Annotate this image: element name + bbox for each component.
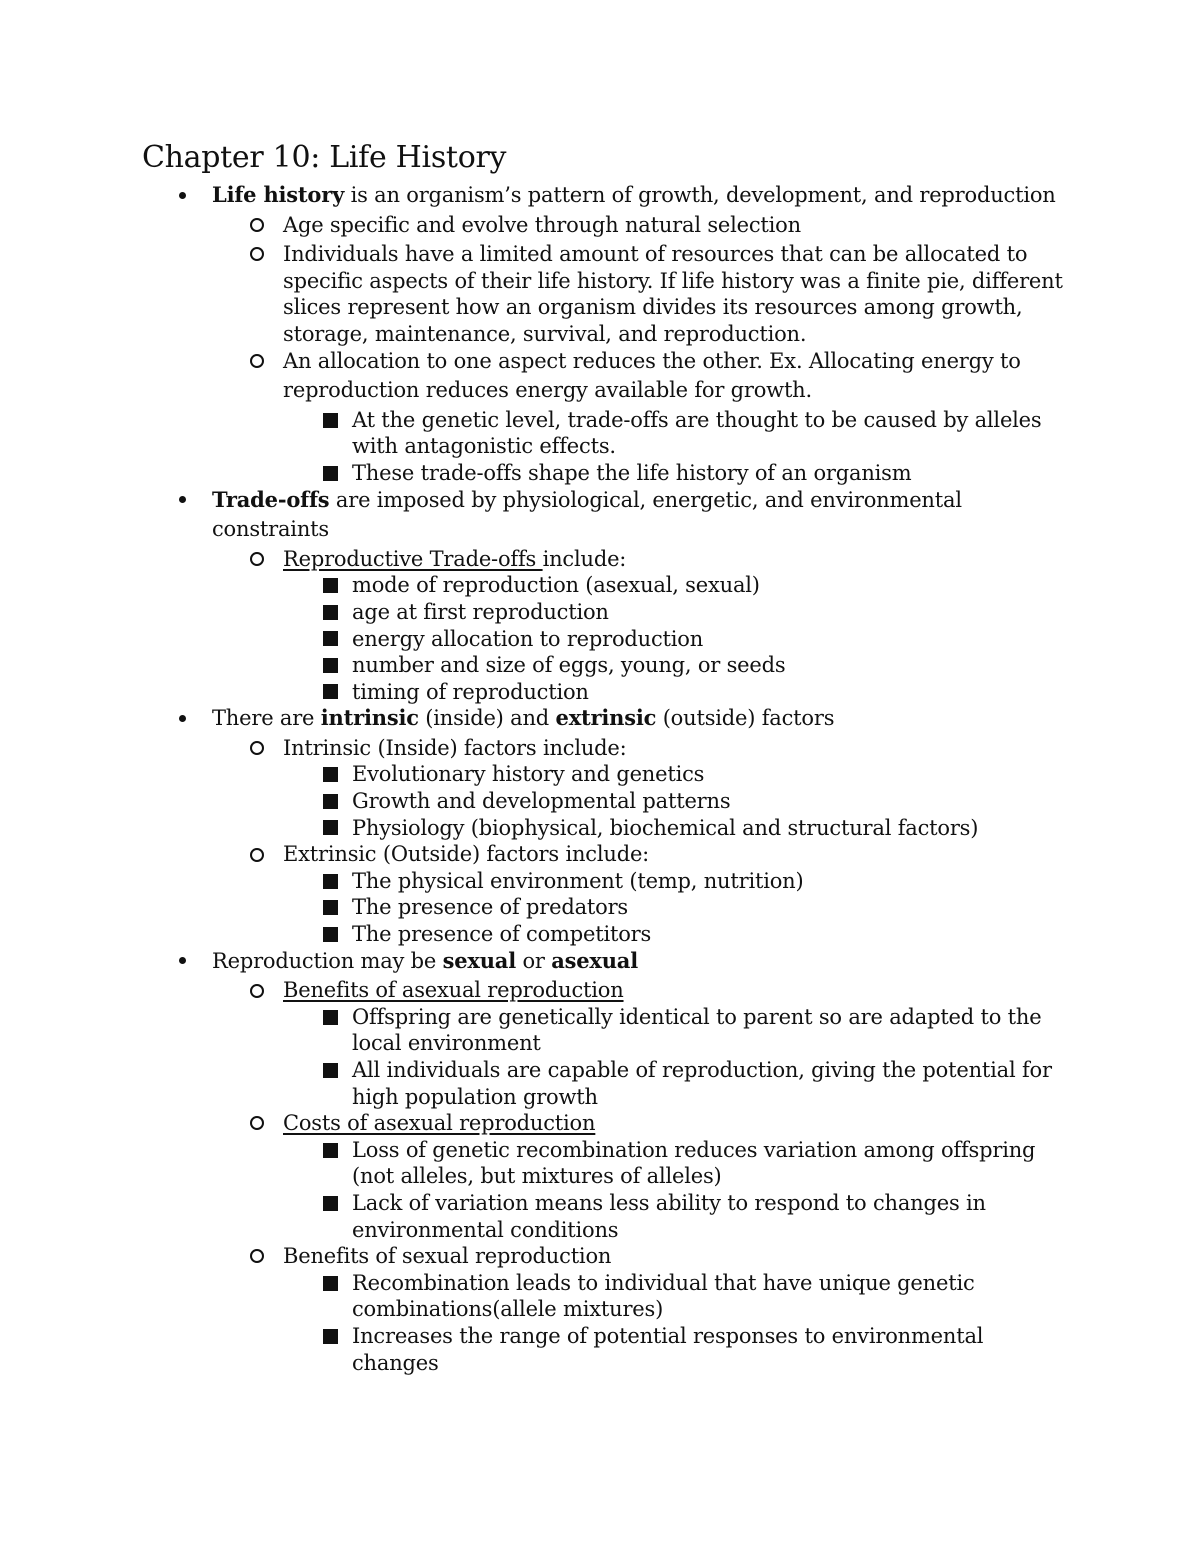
subsub-text: Increases the range of potential responses to environmental bbox=[352, 1323, 984, 1348]
bullet-circle-icon bbox=[245, 977, 269, 1004]
sub-text: Individuals have a limited amount of resources that can be allocated to bbox=[283, 242, 1028, 267]
bullet-circle-icon bbox=[245, 1243, 269, 1270]
bullet-square-icon bbox=[318, 1004, 342, 1031]
sub-extrinsic-factors bbox=[0, 841, 1200, 868]
subsub-age-first bbox=[0, 599, 1200, 626]
sub-text: Benefits of sexual reproduction bbox=[283, 1244, 612, 1269]
bullet-square-icon bbox=[318, 788, 342, 815]
bullet-reproduction bbox=[0, 948, 1200, 975]
notes-outline bbox=[0, 182, 1200, 1376]
term-life-history: Life history bbox=[212, 182, 345, 207]
bullet-factors bbox=[0, 705, 1200, 732]
sub-benefits-asexual bbox=[0, 977, 1200, 1004]
subsub-text: All individuals are capable of reproduction, giving the potential for bbox=[352, 1058, 1052, 1082]
sub-text bbox=[283, 1110, 1200, 1137]
bullet-dot-icon bbox=[170, 948, 194, 975]
subsub-text: The presence of predators bbox=[352, 895, 628, 920]
underlined-heading: Reproductive Trade-offs bbox=[283, 546, 543, 571]
bullet-square-icon bbox=[318, 679, 342, 706]
bullet-circle-icon bbox=[245, 241, 269, 268]
sub-allocation bbox=[0, 348, 1200, 404]
subsub-text: number and size of eggs, young, or seeds bbox=[352, 653, 786, 678]
term-extrinsic: extrinsic bbox=[555, 705, 657, 731]
subsub-text: (not alleles, but mixtures of alleles) bbox=[352, 1164, 722, 1189]
bullet-square-icon bbox=[318, 460, 342, 487]
term-trade-offs: Trade-offs bbox=[212, 486, 330, 512]
subsub-text: age at first reproduction bbox=[352, 599, 609, 624]
subsub-text: timing of reproduction bbox=[352, 679, 589, 704]
sub-text: reproduction reduces energy available for growth. bbox=[283, 378, 812, 403]
sub-costs-asexual bbox=[0, 1110, 1200, 1137]
subsub-text: Evolutionary history and genetics bbox=[352, 762, 705, 787]
subsub-timing bbox=[0, 679, 1200, 706]
subsub-recombination bbox=[0, 1270, 1200, 1323]
sub-text bbox=[283, 977, 1200, 1004]
subsub-shape bbox=[0, 460, 1200, 487]
subsub-text: Loss of genetic recombination reduces variation among offspring bbox=[352, 1137, 1036, 1162]
bullet-square-icon bbox=[318, 652, 342, 679]
subsub-text: mode of reproduction (asexual, sexual) bbox=[352, 573, 760, 598]
bullet-square-icon bbox=[318, 599, 342, 626]
term-sexual: sexual bbox=[442, 947, 516, 973]
subsub-text: combinations(allele mixtures) bbox=[352, 1297, 664, 1322]
bullet-text: There are intrinsic (inside) and extrinsic (outside) factors bbox=[212, 705, 835, 731]
sub-age-specific bbox=[0, 212, 1200, 239]
bullet-square-icon bbox=[318, 761, 342, 788]
bullet-dot-icon bbox=[170, 705, 194, 732]
subsub-text: At the genetic level, trade-offs are thought to be caused by alleles bbox=[352, 407, 1042, 432]
sub-reproductive-trade-offs bbox=[0, 546, 1200, 573]
bullet-square-icon bbox=[318, 1270, 342, 1297]
subsub-lack-variation bbox=[0, 1190, 1200, 1243]
bullet-square-icon bbox=[318, 1190, 342, 1217]
term-intrinsic: intrinsic bbox=[320, 705, 419, 731]
subsub-text: changes bbox=[352, 1350, 439, 1375]
subsub-predators bbox=[0, 894, 1200, 921]
subsub-genetic bbox=[0, 407, 1200, 460]
bullet-square-icon bbox=[318, 407, 342, 434]
sub-text: Intrinsic (Inside) factors include: bbox=[283, 735, 627, 760]
term-asexual: asexual bbox=[551, 947, 638, 973]
bullet-circle-icon bbox=[245, 841, 269, 868]
subsub-text: The presence of competitors bbox=[352, 922, 652, 947]
subsub-number-size bbox=[0, 652, 1200, 679]
subsub-text: Recombination leads to individual that have unique genetic bbox=[352, 1270, 975, 1295]
sub-text: slices represent how an organism divides its resources among growth, bbox=[283, 295, 1023, 320]
bullet-square-icon bbox=[318, 1057, 342, 1084]
page-title: Chapter 10: Life History bbox=[142, 140, 507, 175]
sub-text: An allocation to one aspect reduces the other. Ex. Allocating energy to bbox=[283, 348, 1021, 373]
subsub-energy-allocation bbox=[0, 626, 1200, 653]
bullet-dot-icon bbox=[170, 487, 194, 514]
subsub-physiology bbox=[0, 815, 1200, 842]
subsub-text: Physiology (biophysical, biochemical and structural factors) bbox=[352, 815, 979, 840]
bullet-circle-icon bbox=[245, 212, 269, 239]
subsub-text: These trade-offs shape the life history of an organism bbox=[352, 460, 912, 485]
bullet-square-icon bbox=[318, 626, 342, 653]
bullet-square-icon bbox=[318, 868, 342, 895]
subsub-text: energy allocation to reproduction bbox=[352, 626, 704, 651]
sub-text: specific aspects of their life history. If life history was a finite pie, different bbox=[283, 268, 1063, 293]
bullet-text: Reproduction may be sexual or asexual bbox=[212, 947, 638, 973]
bullet-life-history bbox=[0, 182, 1200, 209]
subsub-text: high population growth bbox=[352, 1084, 598, 1109]
bullet-dot-icon bbox=[170, 182, 194, 209]
bullet-circle-icon bbox=[245, 735, 269, 762]
subsub-text: Growth and developmental patterns bbox=[352, 789, 731, 814]
bullet-circle-icon bbox=[245, 546, 269, 573]
sub-text: Age specific and evolve through natural selection bbox=[283, 212, 801, 237]
bullet-square-icon bbox=[318, 815, 342, 842]
subsub-offspring bbox=[0, 1004, 1200, 1057]
bullet-circle-icon bbox=[245, 348, 269, 375]
subsub-loss-recombination bbox=[0, 1137, 1200, 1190]
bullet-text: constraints bbox=[212, 517, 329, 542]
bullet-text: Life history is an organism’s pattern of growth, development, and reproduction bbox=[212, 182, 1056, 207]
sub-text: storage, maintenance, survival, and reproduction. bbox=[283, 321, 807, 346]
subsub-text: local environment bbox=[352, 1031, 541, 1056]
sub-intrinsic-factors bbox=[0, 735, 1200, 762]
subsub-increases-range bbox=[0, 1323, 1200, 1376]
underlined-heading: Costs of asexual reproduction bbox=[283, 1111, 596, 1136]
subsub-text: environmental conditions bbox=[352, 1217, 619, 1242]
subsub-mode bbox=[0, 572, 1200, 599]
subsub-text: Offspring are genetically identical to parent so are adapted to the bbox=[352, 1004, 1042, 1029]
bullet-square-icon bbox=[318, 921, 342, 948]
subsub-text: with antagonistic effects. bbox=[352, 434, 616, 459]
bullet-square-icon bbox=[318, 894, 342, 921]
bullet-square-icon bbox=[318, 1323, 342, 1350]
subsub-all-individuals bbox=[0, 1057, 1200, 1110]
subsub-text: The physical environment (temp, nutrition) bbox=[352, 868, 804, 893]
bullet-circle-icon bbox=[245, 1110, 269, 1137]
subsub-growth-dev bbox=[0, 788, 1200, 815]
subsub-competitors bbox=[0, 921, 1200, 948]
underlined-heading: Benefits of asexual reproduction bbox=[283, 978, 624, 1003]
bullet-text: Trade-offs are imposed by physiological, energetic, and environmental bbox=[212, 486, 962, 512]
subsub-evolutionary bbox=[0, 761, 1200, 788]
bullet-square-icon bbox=[318, 572, 342, 599]
subsub-physical-env bbox=[0, 868, 1200, 895]
sub-resources bbox=[0, 241, 1200, 347]
sub-text: Extrinsic (Outside) factors include: bbox=[283, 842, 650, 867]
bullet-square-icon bbox=[318, 1137, 342, 1164]
subsub-text: Lack of variation means less ability to respond to changes in bbox=[352, 1190, 986, 1215]
sub-text: Reproductive Trade-offs include: bbox=[283, 546, 627, 571]
bullet-trade-offs bbox=[0, 487, 1200, 543]
sub-benefits-sexual bbox=[0, 1243, 1200, 1270]
